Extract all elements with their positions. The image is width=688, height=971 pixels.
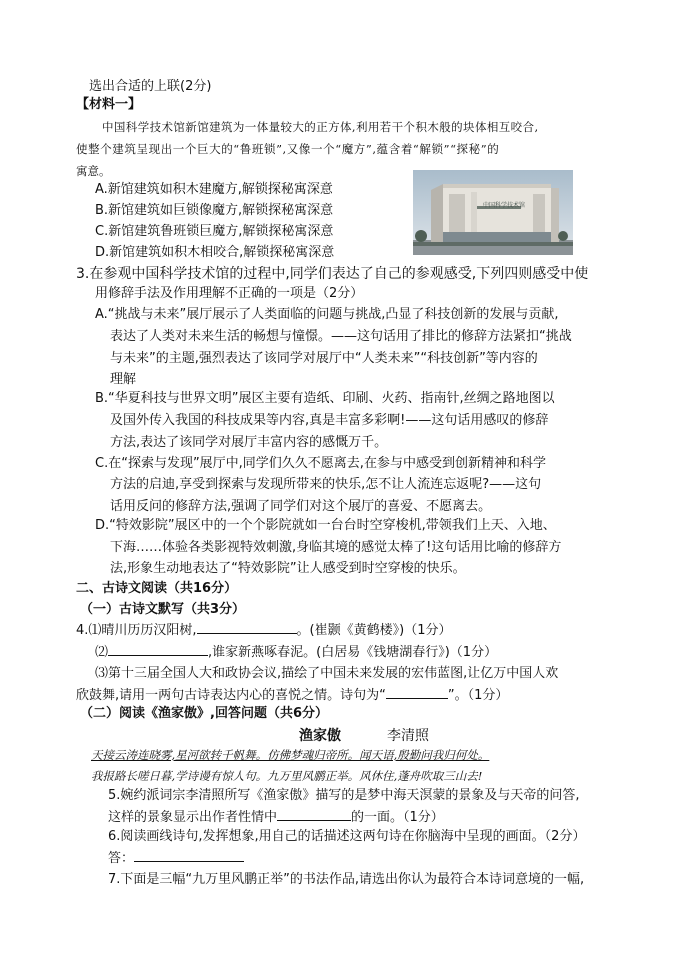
q4-2-suffix: ,谁家新燕啄春泥。(白居易《钱塘湖春行》)（1分） xyxy=(208,645,498,660)
q4-3-line2 xyxy=(76,686,508,705)
q4-1-prefix: 4.⑴晴川历历汉阳树, xyxy=(76,623,197,638)
q4-1-answer-blank[interactable] xyxy=(197,621,297,634)
q3-option-d-line2: 下海……体验各类影视特效刺激,身临其境的感觉太棒了!这句话用比喻的修辞方 xyxy=(110,540,562,555)
q4-3-line1: ⑶第十三届全国人大和政协会议,描绘了中国未来发展的宏伟蓝图,让亿万中国人欢 xyxy=(95,666,559,681)
q6-answer-line xyxy=(108,849,244,868)
q3-option-a-line3: 与未来”的主题,强烈表达了该同学对展厅中“人类未来”“科技创新”等内容的 xyxy=(110,351,538,366)
q3-option-b-line1: B.“华夏科技与世界文明”展区主要有造纸、印刷、火药、指南针,丝绸之路地图以 xyxy=(95,391,555,406)
q3-option-c-line3: 话用反问的修辞方法,强调了同学们对这个展厅的喜爱、不愿离去。 xyxy=(110,499,492,514)
q3-option-d-line3: 法,形象生动地表达了“特效影院”让人感受到时空穿梭的快乐。 xyxy=(110,561,466,576)
q4-2-answer-blank[interactable] xyxy=(108,643,208,656)
q4-3-suffix: ”。（1分） xyxy=(447,688,509,703)
museum-building-illustration xyxy=(413,170,573,255)
poem-title: 渔家傲 xyxy=(299,728,341,744)
subsection-dictation-title: （一）古诗文默写（共3分） xyxy=(80,602,246,617)
option-c: C.新馆建筑鲁班锁巨魔方,解锁探秘寓深意 xyxy=(95,224,334,239)
poem-line-1: 天接云涛连晓雾,星河欲转千帆舞。仿佛梦魂归帝所。闻天语,殷勤问我归何处。 xyxy=(91,748,490,762)
museum-photo xyxy=(413,170,573,255)
q3-stem-line2: 用修辞手法及作用理解不正确的一项是（2分） xyxy=(95,286,364,301)
museum-sign: 中国科学技术馆 xyxy=(483,202,526,209)
q3-stem-line1: 3.在参观中国科学技术馆的过程中,同学们表达了自己的参观感受,下列四则感受中使 xyxy=(76,266,589,282)
poem-line-2: 我报路长嗟日暮,学诗谩有惊人句。九万里风鹏正举。风休住,蓬舟吹取三山去! xyxy=(91,769,483,783)
q3-option-c-line2: 方法的启迪,享受到探索与发现所带来的快乐,怎不让人流连忘返呢?——这句 xyxy=(110,477,542,492)
q4-1 xyxy=(76,621,451,640)
q3-option-c-line1: C.在“探索与发现”展厅中,同学们久久不愿离去,在参与中感受到创新精神和科学 xyxy=(95,456,546,471)
material-label: 【材料一】 xyxy=(76,97,142,112)
subsection-poem-title: （二）阅读《渔家傲》,回答问题（共6分） xyxy=(80,706,328,721)
question-intro: 选出合适的上联(2分) xyxy=(89,79,212,94)
q4-2 xyxy=(95,643,497,662)
q3-option-b-line2: 及国外传入我国的科技成果等内容,真是丰富多彩啊!——这句话用感叹的修辞 xyxy=(110,413,549,428)
option-d: D.新馆建筑如积木相咬合,解锁探秘寓深意 xyxy=(95,245,335,260)
option-a: A.新馆建筑如积木建魔方,解锁探秘寓深意 xyxy=(95,182,333,197)
q7-line1: 7.下面是三幅“九万里风鹏正举”的书法作品,请选出你认为最符合本诗词意境的一幅, xyxy=(108,872,585,887)
material-text-line1: 中国科学技术馆新馆建筑为一体量较大的正方体,利用若干个积木般的块体相互咬合, xyxy=(102,120,539,134)
q4-1-suffix: 。(崔颢《黄鹤楼》)（1分） xyxy=(296,623,452,638)
option-b: B.新馆建筑如巨锁像魔方,解锁探秘寓深意 xyxy=(95,203,334,218)
q5-prefix: 这样的景象显示出作者性情中 xyxy=(108,810,278,825)
q5-answer-blank[interactable] xyxy=(277,808,351,821)
poem-author: 李清照 xyxy=(387,728,429,744)
q3-option-d-line1: D.“特效影院”展区中的一个个影院就如一台台时空穿梭机,带领我们上天、入地、 xyxy=(95,518,556,533)
material-text-line3: 寓意。 xyxy=(76,164,111,178)
section-title: 二、古诗文阅读（共16分） xyxy=(76,581,238,596)
q5-suffix: 的一面。（1分） xyxy=(351,810,444,825)
q5-line2 xyxy=(108,808,444,827)
q3-option-a-line1: A.“挑战与未来”展厅展示了人类面临的问题与挑战,凸显了科技创新的发展与贡献, xyxy=(95,307,559,322)
q4-3-prefix: 欣鼓舞,请用一两句古诗表达内心的喜悦之情。诗句为“ xyxy=(76,688,386,703)
q3-option-b-line3: 方法,表达了该同学对展厅丰富内容的感慨万千。 xyxy=(110,435,388,450)
q6-answer-label: 答： xyxy=(108,851,135,866)
q4-2-prefix: ⑵ xyxy=(95,645,109,660)
q3-option-a-line4: 理解 xyxy=(110,372,137,387)
q3-option-a-line2: 表达了人类对未来生活的畅想与憧憬。——这句话用了排比的修辞方法紧扣“挑战 xyxy=(110,329,572,344)
q6-answer-blank[interactable] xyxy=(134,849,244,862)
q6-line1: 6.阅读画线诗句,发挥想象,用自己的话描述这两句诗在你脑海中呈现的画面。（2分） xyxy=(108,829,586,844)
q4-3-answer-blank[interactable] xyxy=(386,686,448,699)
material-text-line2: 使整个建筑呈现出一个巨大的“鲁班锁”,又像一个“魔方”,蕴含着“解锁”“探秘”的 xyxy=(76,142,500,156)
q5-line1: 5.婉约派词宗李清照所写《渔家傲》描写的是梦中海天溟蒙的景象及与天帝的问答, xyxy=(108,788,580,803)
